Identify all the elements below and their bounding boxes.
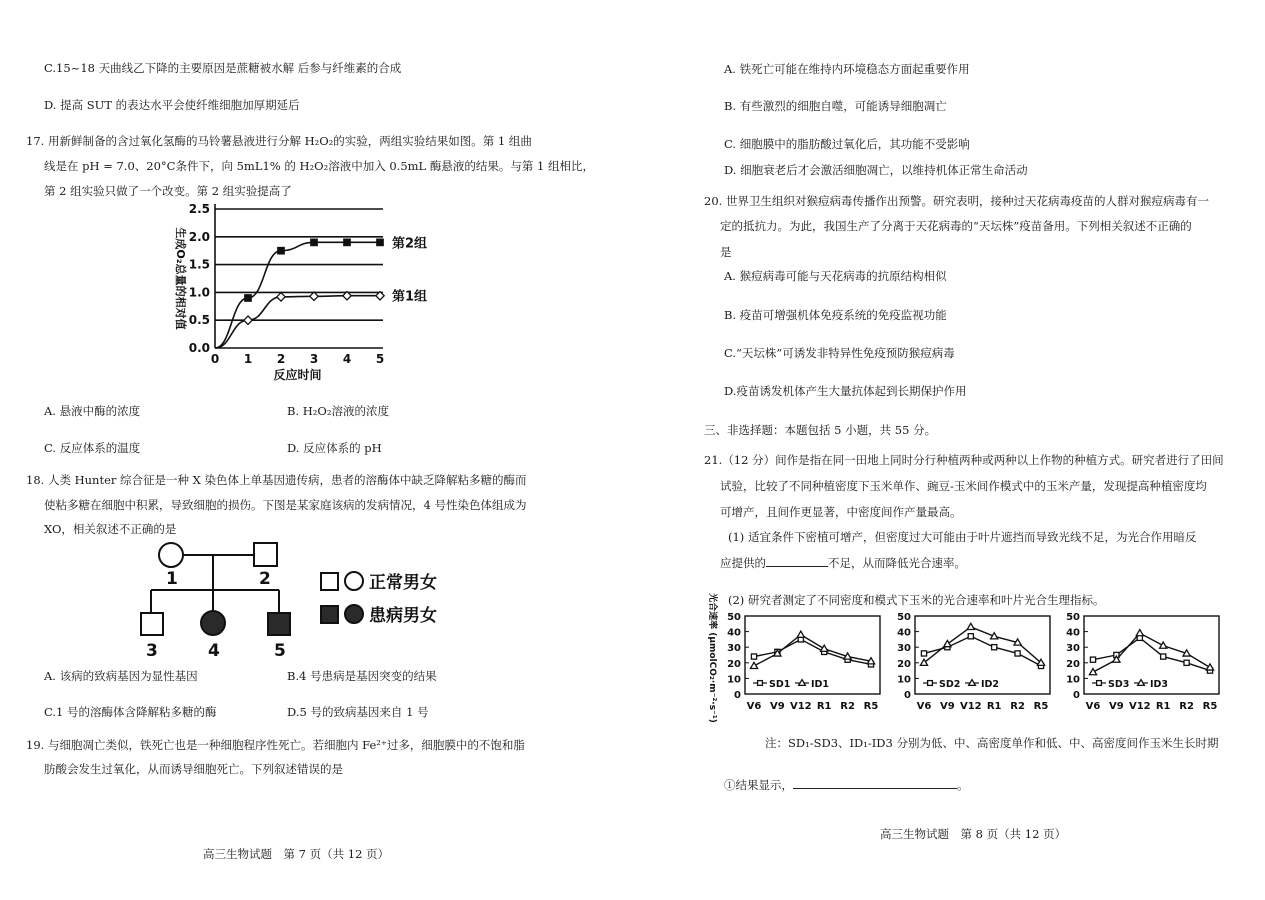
legend-affected-male-icon [321,606,338,623]
data-point [821,645,828,651]
legend-label: ID3 [1150,679,1169,690]
data-point [867,658,874,664]
series-label: 第1组 [392,289,428,305]
x-tick-label: V9 [1109,701,1124,712]
y-tick-label: 1.5 [188,257,210,272]
pedigree-female-1 [159,543,183,567]
q21-result-prefix: ①结果显示， [724,778,793,792]
q20-option-b: B. 疫苗可增强机体免疫系统的免疫监视功能 [724,308,947,322]
pedigree-diagram [135,540,475,660]
legend-normal-male-icon [321,573,338,590]
data-point [968,634,973,639]
q20-option-d: D.疫苗诱发机体产生大量抗体起到长期保护作用 [724,384,967,398]
legend-normal-label: 正常男女 [369,573,437,593]
q16-option-c: C.15~18 天曲线乙下降的主要原因是蔗糖被水解 后参与纤维素的合成 [44,61,402,75]
data-point [277,293,285,301]
data-point [344,239,350,245]
q19-option-c: C. 细胞膜中的脂肪酸过氧化后，其功能不受影响 [724,137,970,151]
data-point [1206,664,1213,670]
legend-normal-female-icon [345,572,363,590]
q21-part2: (2) 研究者测定了不同密度和模式下玉米的光合速率和叶片光合生理指标。 [728,593,1105,607]
q19-stem-line2: 肪酸会发生过氧化，从而诱导细胞死亡。下列叙述错误的是 [44,762,343,776]
q17-option-a: A. 悬液中酶的浓度 [44,404,141,418]
x-tick-label: R5 [1033,701,1049,712]
pedigree-male-2 [254,543,277,566]
data-point [750,662,757,668]
legend-label: SD3 [1108,679,1130,690]
y-axis-label: 光合速率 (μmolCO₂·m⁻²·s⁻¹) [707,593,717,723]
legend-label: ID1 [811,679,830,690]
x-tick-label: R5 [1202,701,1218,712]
x-tick-label: R1 [986,701,1002,712]
x-tick-label: R1 [1155,701,1171,712]
x-tick-label: V9 [940,701,955,712]
pedigree-id-1: 1 [166,569,178,589]
y-tick-label: 40 [897,627,911,639]
pedigree-id-3: 3 [146,641,158,661]
data-point [1136,630,1143,636]
q21-stem-line1: 21.（12 分）间作是指在同一田地上同时分行种植两种或两种以上作物的种植方式。研究者进行了田间 [704,453,1224,467]
pedigree-id-4: 4 [208,641,220,661]
data-point [797,631,804,637]
o2-reaction-chart [160,198,580,382]
y-tick-label: 10 [897,674,911,686]
data-point [844,653,851,659]
x-axis-label: 反应时间 [273,368,322,382]
legend-affected-female-icon [345,605,363,623]
data-point [1183,650,1190,656]
legend-label: SD1 [769,679,791,690]
data-point [967,623,974,629]
q21-part1-blank[interactable] [766,554,828,567]
q20-stem-line2: 定的抵抗力。为此，我国生产了分离于天花病毒的“天坛株”疫苗备用。下列相关叙述不正确的 [720,219,1192,233]
data-point [310,292,318,300]
data-point [1015,651,1020,656]
pedigree-male-3 [141,613,163,635]
x-tick-label: 1 [243,352,253,366]
q20-option-c: C.“天坛株”可诱发非特异性免疫预防猴痘病毒 [724,346,955,360]
q18-stem-line3: XO，相关叙述不正确的是 [44,522,177,536]
q19-stem-line1: 19. 与细胞凋亡类似，铁死亡也是一种细胞程序性死亡。若细胞内 Fe²⁺过多，细胞膜中的不饱和脂 [26,738,525,752]
y-tick-label: 0 [904,690,911,701]
q20-option-a: A. 猴痘病毒可能与天花病毒的抗原结构相似 [724,269,947,283]
y-tick-label: 2.5 [188,202,210,216]
page-footer-7: 高三生物试题 第 7 页（共 12 页） [203,847,390,861]
q21-chart-note: 注：SD₁-SD3、ID₁-ID3 分别为低、中、高密度单作和低、中、高密度间作玉米生长时期 [765,736,1219,750]
q17-stem-line1: 17. 用新鲜制备的含过氧化氢酶的马铃薯悬液进行分解 H₂O₂的实验，两组实验结果如图。第 1 组曲 [26,134,532,148]
x-tick-label: 3 [309,352,319,366]
x-tick-label: 2 [276,352,286,366]
y-tick-label: 10 [727,674,741,686]
q17-stem-line2: 线是在 pH = 7.0、20°C条件下，向 5mL1% 的 H₂O₂溶液中加入 0.5mL 酶悬液的结果。与第 1 组相比， [44,159,594,173]
q17-option-b: B. H₂O₂溶液的浓度 [287,404,389,418]
data-point [1161,654,1166,659]
q18-option-b: B.4 号患病是基因突变的结果 [287,669,437,683]
data-point [921,651,926,656]
x-tick-label: V12 [789,701,812,712]
y-tick-label: 40 [727,627,741,639]
legend-marker [1097,681,1102,686]
y-tick-label: 2.0 [188,229,210,244]
data-point [991,633,998,639]
q21-part1-text-a: 应提供的 [720,556,766,570]
series-label: 第2组 [392,236,428,252]
section-3-heading: 三、非选择题：本题包括 5 小题，共 55 分。 [704,423,937,437]
legend-marker [758,681,763,686]
page-footer-8: 高三生物试题 第 8 页（共 12 页） [880,827,1067,841]
q17-option-d: D. 反应体系的 pH [287,441,382,455]
pedigree-id-2: 2 [259,569,271,589]
series-line [754,639,871,664]
legend-marker [1138,680,1145,686]
y-axis-label: 生成O₂总量的相对值 [174,227,187,330]
pedigree-female-4-affected [201,611,225,635]
x-tick-label: R2 [840,701,855,712]
series-line [1093,638,1210,671]
q20-stem-line3: 是 [720,245,732,259]
q21-part1-line2 [720,554,966,571]
q19-option-b: B. 有些激烈的细胞自噬，可能诱导细胞凋亡 [724,99,947,113]
data-point [1184,660,1189,665]
q21-part1-text-b: 不足，从而降低光合速率。 [828,556,966,570]
q17-stem-line3: 第 2 组实验只做了一个改变。第 2 组实验提高了 [44,184,292,198]
legend-label: ID2 [981,679,1000,690]
data-point [377,239,383,245]
x-tick-label: R5 [863,701,879,712]
data-point [311,239,317,245]
x-tick-label: R2 [1179,701,1194,712]
x-tick-label: 4 [342,352,352,366]
x-tick-label: 0 [210,352,220,366]
q18-option-d: D.5 号的致病基因来自 1 号 [287,705,429,719]
q21-result-blank[interactable] [793,776,957,789]
q16-option-d: D. 提高 SUT 的表达水平会使纤维细胞加厚期延后 [44,98,300,112]
q21-result-suffix: 。 [957,778,969,792]
q18-stem-line1: 18. 人类 Hunter 综合征是一种 X 染色体上单基因遗传病，患者的溶酶体中缺乏降解粘多糖的酶而 [26,473,527,487]
legend-marker [928,681,933,686]
y-tick-label: 0.0 [188,341,210,355]
q19-option-a: A. 铁死亡可能在维持内环境稳态方面起重要作用 [724,62,970,76]
y-tick-label: 50 [1066,612,1080,623]
x-tick-label: V6 [1085,701,1101,712]
y-tick-label: 20 [897,658,911,670]
y-tick-label: 30 [1066,643,1080,655]
pedigree-male-5-affected [268,613,290,635]
data-point [992,645,997,650]
y-tick-label: 50 [897,612,911,623]
y-tick-label: 1.0 [188,285,210,300]
x-tick-label: V9 [770,701,785,712]
data-point [1089,669,1096,675]
q17-option-c: C. 反应体系的温度 [44,441,141,455]
x-tick-label: R2 [1010,701,1025,712]
data-point [244,316,252,324]
series-line [1093,633,1210,672]
x-tick-label: V12 [959,701,982,712]
y-tick-label: 40 [1066,627,1080,639]
q18-stem-line2: 使粘多糖在细胞中积累，导致细胞的损伤。下图是某家庭该病的发病情况，4 号性染色体组成为 [44,498,527,512]
q19-option-d: D. 细胞衰老后才会激活细胞凋亡，以维持机体正常生命活动 [724,163,1028,177]
legend-marker [969,680,976,686]
y-tick-label: 0 [734,690,741,701]
y-tick-label: 10 [1066,674,1080,686]
data-point [751,654,756,659]
y-tick-label: 20 [727,658,741,670]
series-line [924,627,1041,663]
data-point [278,248,284,254]
data-point [245,295,251,301]
q21-stem-line3: 可增产，且间作更显著，中密度间作产量最高。 [720,505,962,519]
q21-stem-line2: 试验，比较了不同种植密度下玉米单作、豌豆-玉米间作模式中的玉米产量，发现提高种植密度均 [720,479,1207,493]
x-tick-label: 5 [375,352,385,366]
legend-marker [799,680,806,686]
pedigree-id-5: 5 [274,641,286,661]
legend-label: SD2 [939,679,961,690]
y-tick-label: 0 [1073,690,1080,701]
data-point [1014,639,1021,645]
data-point [1160,642,1167,648]
legend-affected-label: 患病男女 [369,606,437,626]
q20-stem-line1: 20. 世界卫生组织对猴痘病毒传播作出预警。研究表明，接种过天花病毒疫苗的人群对猴痘病毒有一 [704,194,1209,208]
data-point [1090,657,1095,662]
q21-result-line [724,776,969,793]
x-tick-label: V6 [916,701,932,712]
y-tick-label: 50 [727,612,741,623]
y-tick-label: 20 [1066,658,1080,670]
q18-option-c: C.1 号的溶酶体含降解粘多糖的酶 [44,705,217,719]
y-tick-label: 0.5 [188,313,210,328]
q21-part1-line1: (1) 适宜条件下密植可增产，但密度过大可能由于叶片遮挡而导致光线不足，为光合作用暗反 [728,530,1197,544]
y-tick-label: 30 [897,643,911,655]
x-tick-label: V6 [746,701,762,712]
series-line [924,636,1041,666]
y-tick-label: 30 [727,643,741,655]
x-tick-label: V12 [1128,701,1151,712]
x-tick-label: R1 [816,701,832,712]
q18-option-a: A. 该病的致病基因为显性基因 [44,669,198,683]
